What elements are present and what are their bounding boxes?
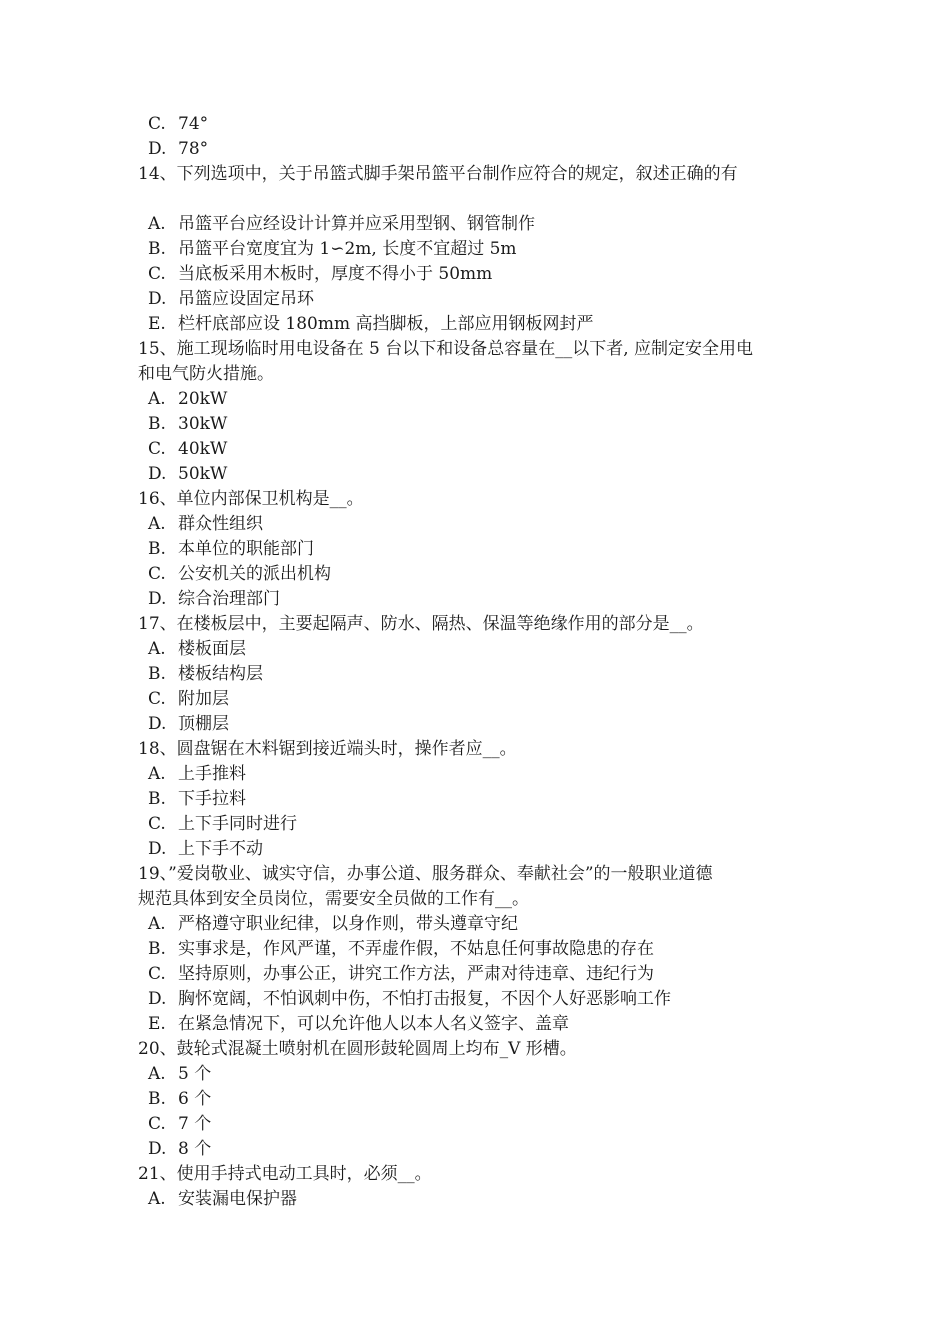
answer-option	[138, 962, 818, 987]
option-text: 20kW	[178, 389, 228, 409]
option-text: 栏杆底部应设 180mm 高挡脚板，上部应用钢板网封严	[178, 314, 594, 334]
option-letter: C.	[148, 264, 166, 284]
option-text: 下手拉料	[178, 789, 246, 809]
option-letter: C.	[148, 1114, 166, 1134]
answer-option	[138, 287, 818, 312]
option-text: 7 个	[178, 1114, 212, 1134]
answer-option	[138, 1062, 818, 1087]
answer-option	[138, 387, 818, 412]
answer-option	[138, 1087, 818, 1112]
option-text: 8 个	[178, 1139, 212, 1159]
answer-option	[138, 637, 818, 662]
option-letter: C.	[148, 814, 166, 834]
option-letter: C.	[148, 564, 166, 584]
option-letter: A.	[148, 639, 166, 659]
question-text: 18、圆盘锯在木料锯到接近端头时，操作者应__。	[138, 739, 517, 759]
answer-option	[138, 462, 818, 487]
answer-option	[138, 662, 818, 687]
option-letter: B.	[148, 239, 166, 259]
answer-option	[138, 762, 818, 787]
option-letter: A.	[148, 1064, 166, 1084]
option-letter: B.	[148, 539, 166, 559]
option-text: 吊篮平台宽度宜为 1∽2m, 长度不宜超过 5m	[178, 239, 517, 259]
option-text: 上下手同时进行	[178, 814, 297, 834]
blank-line	[138, 187, 818, 212]
question-text: 17、在楼板层中，主要起隔声、防水、隔热、保温等绝缘作用的部分是__。	[138, 614, 704, 634]
question-text: 14、下列选项中，关于吊篮式脚手架吊篮平台制作应符合的规定，叙述正确的有	[138, 164, 738, 184]
option-text: 楼板结构层	[178, 664, 263, 684]
option-text: 50kW	[178, 464, 228, 484]
answer-option	[138, 537, 818, 562]
answer-option	[138, 1137, 818, 1162]
option-text: 实事求是，作风严谨，不弄虚作假，不姑息任何事故隐患的存在	[178, 939, 654, 959]
answer-option	[138, 137, 818, 162]
option-letter: C.	[148, 114, 166, 134]
option-text: 顶棚层	[178, 714, 229, 734]
option-letter: D.	[148, 1139, 167, 1159]
question-text: 20、鼓轮式混凝土喷射机在圆形鼓轮圆周上均布_V 形槽。	[138, 1039, 577, 1059]
question-text: 15、施工现场临时用电设备在 5 台以下和设备总容量在__以下者, 应制定安全用电	[138, 339, 754, 359]
option-letter: D.	[148, 589, 167, 609]
option-text: 6 个	[178, 1089, 212, 1109]
option-letter: D.	[148, 139, 167, 159]
option-letter: C.	[148, 689, 166, 709]
option-letter: E.	[148, 314, 166, 334]
question-text: 规范具体到安全员岗位，需要安全员做的工作有__。	[138, 889, 529, 909]
question-text: 和电气防火措施。	[138, 364, 274, 384]
answer-option	[138, 212, 818, 237]
answer-option	[138, 1187, 818, 1212]
option-letter: A.	[148, 214, 166, 234]
question-list	[138, 112, 818, 1212]
answer-option	[138, 1012, 818, 1037]
answer-option	[138, 312, 818, 337]
answer-option	[138, 687, 818, 712]
option-text: 当底板采用木板时，厚度不得小于 50mm	[178, 264, 493, 284]
option-text: 吊篮平台应经设计计算并应采用型钢、钢管制作	[178, 214, 535, 234]
answer-option	[138, 587, 818, 612]
option-letter: D.	[148, 289, 167, 309]
answer-option	[138, 787, 818, 812]
option-text: 在紧急情况下，可以允许他人以本人名义签字、盖章	[178, 1014, 569, 1034]
option-text: 综合治理部门	[178, 589, 280, 609]
answer-option	[138, 112, 818, 137]
option-letter: A.	[148, 514, 166, 534]
option-letter: A.	[148, 1189, 166, 1209]
question-text: 21、使用手持式电动工具时，必须__。	[138, 1164, 432, 1184]
option-text: 严格遵守职业纪律，以身作则，带头遵章守纪	[178, 914, 518, 934]
question-text: 19、”爱岗敬业、诚实守信，办事公道、服务群众、奉献社会”的一般职业道德	[138, 864, 713, 884]
option-text: 吊篮应设固定吊环	[178, 289, 314, 309]
answer-option	[138, 237, 818, 262]
question-text: 16、单位内部保卫机构是__。	[138, 489, 364, 509]
option-text: 群众性组织	[178, 514, 263, 534]
answer-option	[138, 1112, 818, 1137]
option-letter: B.	[148, 414, 166, 434]
answer-option	[138, 437, 818, 462]
option-text: 胸怀宽阔，不怕讽刺中伤，不怕打击报复，不因个人好恶影响工作	[178, 989, 671, 1009]
answer-option	[138, 812, 818, 837]
answer-option	[138, 937, 818, 962]
answer-option	[138, 987, 818, 1012]
option-letter: D.	[148, 839, 167, 859]
option-letter: B.	[148, 1089, 166, 1109]
answer-option	[138, 412, 818, 437]
option-text: 上手推料	[178, 764, 246, 784]
option-letter: D.	[148, 714, 167, 734]
option-letter: A.	[148, 764, 166, 784]
option-text: 78°	[178, 139, 209, 159]
option-text: 坚持原则，办事公正，讲究工作方法，严肃对待违章、违纪行为	[178, 964, 654, 984]
option-text: 安装漏电保护器	[178, 1189, 297, 1209]
option-letter: C.	[148, 964, 166, 984]
answer-option	[138, 837, 818, 862]
option-text: 74°	[178, 114, 209, 134]
answer-option	[138, 262, 818, 287]
option-letter: A.	[148, 914, 166, 934]
option-letter: D.	[148, 989, 167, 1009]
option-letter: B.	[148, 939, 166, 959]
option-text: 上下手不动	[178, 839, 263, 859]
option-text: 30kW	[178, 414, 228, 434]
answer-option	[138, 562, 818, 587]
option-letter: C.	[148, 439, 166, 459]
option-letter: A.	[148, 389, 166, 409]
option-text: 5 个	[178, 1064, 212, 1084]
answer-option	[138, 912, 818, 937]
answer-option	[138, 712, 818, 737]
option-text: 附加层	[178, 689, 229, 709]
option-letter: B.	[148, 664, 166, 684]
option-letter: D.	[148, 464, 167, 484]
option-text: 公安机关的派出机构	[178, 564, 331, 584]
option-letter: E.	[148, 1014, 166, 1034]
option-text: 本单位的职能部门	[178, 539, 314, 559]
option-letter: B.	[148, 789, 166, 809]
option-text: 40kW	[178, 439, 228, 459]
option-text: 楼板面层	[178, 639, 246, 659]
answer-option	[138, 512, 818, 537]
